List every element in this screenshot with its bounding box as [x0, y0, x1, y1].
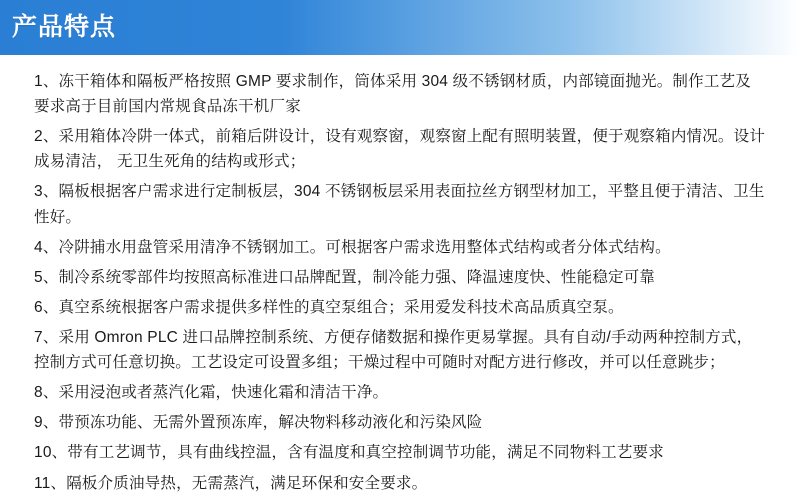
page-title: 产品特点 [12, 13, 117, 41]
list-item: 6、真空系统根据客户需求提供多样性的真空泵组合；采用爱发科技术高品质真空泵。 [34, 298, 624, 316]
list-item: 7、采用 Omron PLC 进口品牌控制系统、方便存储数据和操作更易掌握。具有自动/手动两种控制方式，控制方式可任意切换。工艺设定可设置多组；干燥过程中可随时对配方进行修改，并可以任意跳步； [34, 328, 753, 372]
list-item: 1、冻干箱体和隔板严格按照 GMP 要求制作，筒体采用 304 级不锈钢材质，内部镜面抛光。制作工艺及要求高于目前国内常规食品冻干机厂家 [34, 73, 751, 116]
list-item: 8、采用浸泡或者蒸汽化霜，快速化霜和清洁干净。 [34, 384, 389, 402]
features-list [0, 55, 800, 496]
list-item: 9、带预冻功能、无需外置预冻库，解决物料移动液化和污染风险 [34, 414, 483, 432]
list-item: 11、隔板介质油导热，无需蒸汽，满足环保和安全要求。 [34, 474, 428, 492]
list-item: 4、冷阱捕水用盘管采用清净不锈钢加工。可根据客户需求选用整体式结构或者分体式结构。 [34, 238, 671, 256]
list-item: 2、采用箱体冷阱一体式，前箱后阱设计，设有观察窗，观察窗上配有照明装置，便于观察箱内情况。设计成易清洁， 无卫生死角的结构或形式； [34, 128, 766, 171]
list-item: 10、带有工艺调节，具有曲线控温，含有温度和真空控制调节功能，满足不同物料工艺要求 [34, 444, 664, 462]
list-item: 5、制冷系统零部件均按照高标准进口品牌配置，制冷能力强、降温速度快、性能稳定可靠 [34, 268, 656, 286]
list-item: 3、隔板根据客户需求进行定制板层，304 不锈钢板层采用表面拉丝方钢型材加工，平整且便于清洁、卫生性好。 [34, 183, 765, 226]
section-header [0, 0, 800, 55]
